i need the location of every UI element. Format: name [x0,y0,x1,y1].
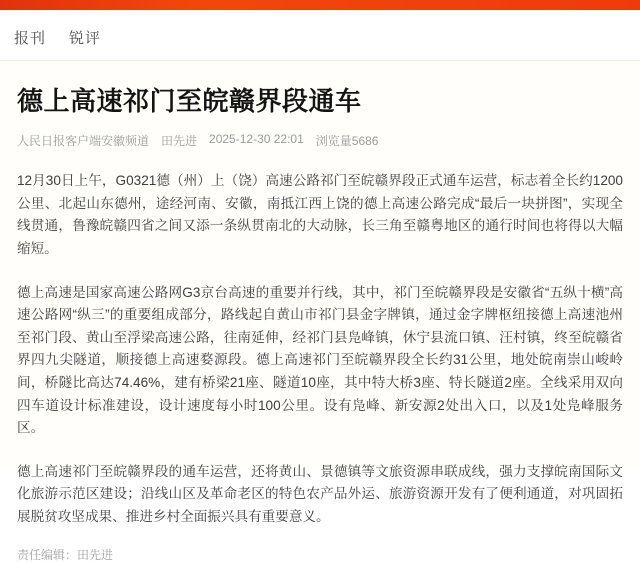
tab-ruiping[interactable]: 锐评 [69,30,102,47]
editor-footer: 责任编辑：田先进 [17,547,114,562]
article-meta [17,132,623,149]
meta-datetime: 2025-12-30 22:01 [209,132,304,147]
article-paragraph: 德上高速是国家高速公路网G3京台高速的重要并行线，其中，祁门至皖赣界段是安徽省“五纵十横”高速公路网“纵三”的重要组成部分，路线起自黄山市祁门县金字牌镇，通过金字牌枢纽接德上高速池州至祁门段、黄山至浮梁高速公路，往南延伸，经祁门县凫峰镇，休宁县流口镇、汪村镇，终至皖赣省界四九尖隧道，顺接德上高速婺源段。德上高速祁门至皖赣界段全长约31公里，地处皖南崇山峻岭间，桥隧比高达74.46%，建有桥梁21座、隧道10座，其中特大桥3座、特长隧道2座。全线采用双向四车道设计标准建设，设计速度每小时100公里。设有凫峰、新安源2处出入口，以及1处凫峰服务区。 [17,284,623,436]
meta-author: 田先进 [161,134,198,149]
article-title: 德上高速祁门至皖赣界段通车 [17,86,362,116]
article-paragraph: 12月30日上午，G0321德（州）上（饶）高速公路祁门至皖赣界段正式通车运营，标志着全长约1200公里、北起山东德州，途经河南、安徽，南抵江西上饶的德上高速公路完成“最后一块拼图”，实现全线贯通，鲁豫皖赣四省之间又添一条纵贯南北的大动脉，长三角至赣粤地区的通行时间也将得以大幅缩短。 [17,173,623,256]
meta-source: 人民日报客户端安徽频道 [17,134,150,149]
article-paragraph: 德上高速祁门至皖赣界段的通车运营，还将黄山、景德镇等文旅资源串联成线，强力支撑皖南国际文化旅游示范区建设；沿线山区及革命老区的特色农产品外运、旅游资源开发有了便利通道，对巩固拓展脱贫攻坚成果、推进乡村全面振兴具有重要意义。 [17,463,623,524]
tab-baokan[interactable]: 报刊 [14,30,47,47]
article-container [0,61,640,562]
tab-bar [0,10,640,61]
article-body [17,170,623,528]
meta-view-count: 浏览量5686 [315,134,379,149]
top-accent-bar [0,0,640,10]
